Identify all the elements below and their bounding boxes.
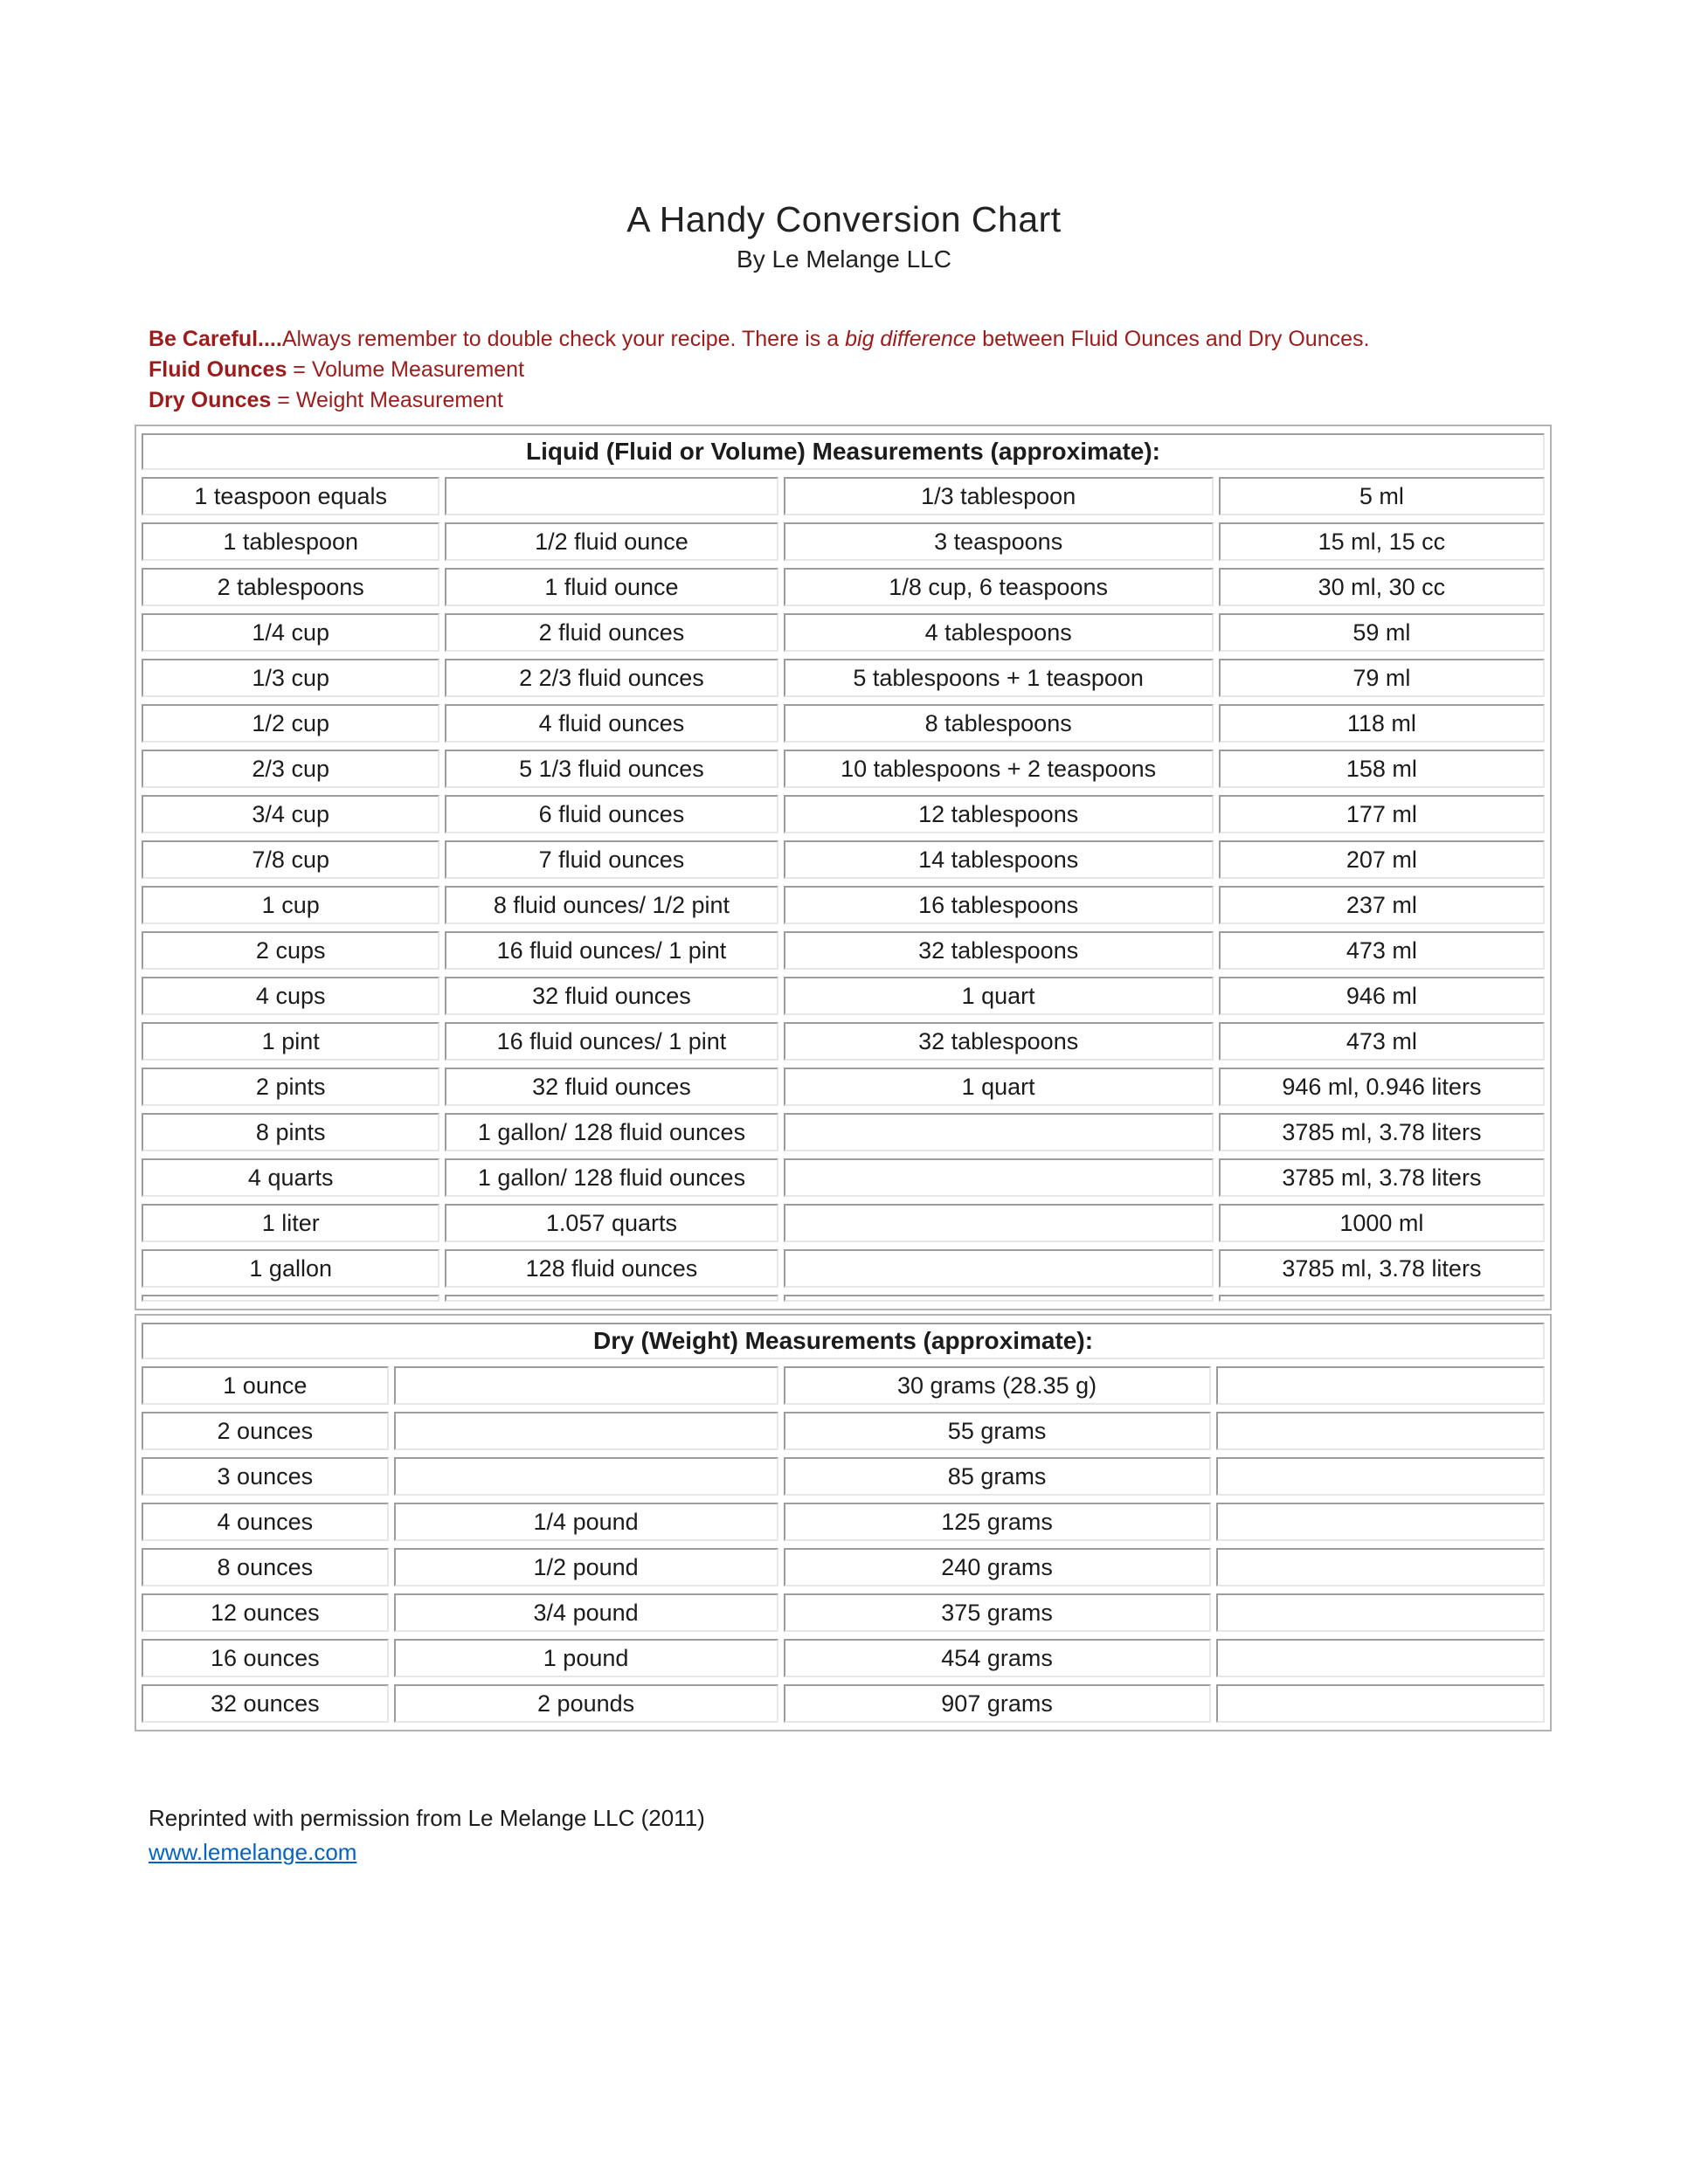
warning-line3-bold: Dry Ounces: [149, 388, 272, 412]
table-cell: 8 pints: [142, 1113, 439, 1151]
table-cell: [784, 1204, 1214, 1242]
table-cell: 1 pound: [394, 1639, 778, 1677]
page-subtitle: By Le Melange LLC: [737, 245, 951, 273]
table-row: [142, 613, 1545, 652]
table-row: [142, 1639, 1545, 1677]
table-row: [142, 1113, 1545, 1151]
spacer-cell: [142, 1295, 439, 1302]
table-cell: 59 ml: [1219, 613, 1545, 652]
warning-line-2: [149, 355, 1688, 385]
liquid-table-header: Liquid (Fluid or Volume) Measurements (approximate):: [142, 433, 1545, 470]
table-cell: 3/4 cup: [142, 795, 439, 833]
table-cell: 10 tablespoons + 2 teaspoons: [784, 750, 1214, 788]
table-cell: 2/3 cup: [142, 750, 439, 788]
table-cell: 32 fluid ounces: [445, 1068, 778, 1106]
table-cell: 2 2/3 fluid ounces: [445, 659, 778, 697]
table-cell: 32 ounces: [142, 1684, 389, 1723]
table-cell: 1/3 tablespoon: [784, 477, 1214, 515]
table-cell: 1 pint: [142, 1022, 439, 1061]
dry-table-header-row: [142, 1323, 1545, 1359]
table-row: [142, 659, 1545, 697]
table-row: [142, 931, 1545, 970]
table-cell: 473 ml: [1219, 931, 1545, 970]
table-cell: [1216, 1548, 1545, 1586]
dry-table-header: Dry (Weight) Measurements (approximate):: [142, 1323, 1545, 1359]
table-cell: 1 tablespoon: [142, 522, 439, 561]
table-cell: 6 fluid ounces: [445, 795, 778, 833]
table-row: [142, 522, 1545, 561]
table-row: [142, 1593, 1545, 1632]
table-cell: 3785 ml, 3.78 liters: [1219, 1249, 1545, 1288]
table-cell: 1 teaspoon equals: [142, 477, 439, 515]
table-cell: 5 ml: [1219, 477, 1545, 515]
table-cell: 1 gallon/ 128 fluid ounces: [445, 1158, 778, 1197]
table-cell: 240 grams: [784, 1548, 1211, 1586]
table-cell: 1/4 cup: [142, 613, 439, 652]
table-row: [142, 1684, 1545, 1723]
warning-line2-bold: Fluid Ounces: [149, 357, 287, 382]
table-cell: 4 cups: [142, 977, 439, 1015]
table-cell: 32 tablespoons: [784, 1022, 1214, 1061]
table-cell: 16 tablespoons: [784, 886, 1214, 924]
table-cell: 177 ml: [1219, 795, 1545, 833]
table-cell: 5 1/3 fluid ounces: [445, 750, 778, 788]
table-row: [142, 477, 1545, 515]
warning-line-1: [149, 324, 1688, 355]
table-cell: 55 grams: [784, 1412, 1211, 1450]
table-row: [142, 1457, 1545, 1496]
warning-line2-text: = Volume Measurement: [287, 357, 525, 382]
table-row: [142, 1158, 1545, 1197]
table-row: [142, 795, 1545, 833]
table-cell: 8 fluid ounces/ 1/2 pint: [445, 886, 778, 924]
spacer-cell: [1219, 1295, 1545, 1302]
table-cell: [1216, 1639, 1545, 1677]
table-cell: 1/3 cup: [142, 659, 439, 697]
table-cell: 2 ounces: [142, 1412, 389, 1450]
table-cell: 1.057 quarts: [445, 1204, 778, 1242]
table-cell: 2 cups: [142, 931, 439, 970]
footer-link[interactable]: www.lemelange.com: [149, 1839, 357, 1865]
table-cell: 7 fluid ounces: [445, 840, 778, 879]
table-cell: 473 ml: [1219, 1022, 1545, 1061]
table-row: [142, 1204, 1545, 1242]
table-cell: 8 tablespoons: [784, 704, 1214, 743]
table-cell: 1 quart: [784, 977, 1214, 1015]
table-cell: 1/4 pound: [394, 1503, 778, 1541]
liquid-measurements-table: [135, 425, 1552, 1310]
spacer-cell: [784, 1295, 1214, 1302]
table-cell: 125 grams: [784, 1503, 1211, 1541]
spacer-cell: [445, 1295, 778, 1302]
table-cell: [1216, 1503, 1545, 1541]
table-cell: 32 tablespoons: [784, 931, 1214, 970]
table-cell: 3 teaspoons: [784, 522, 1214, 561]
table-cell: 4 tablespoons: [784, 613, 1214, 652]
liquid-table-body: [142, 477, 1545, 1288]
table-cell: 1/2 pound: [394, 1548, 778, 1586]
table-cell: 3 ounces: [142, 1457, 389, 1496]
table-row: [142, 840, 1545, 879]
table-row: [142, 1068, 1545, 1106]
table-cell: 375 grams: [784, 1593, 1211, 1632]
table-cell: 946 ml: [1219, 977, 1545, 1015]
warning-line1-text-a: Always remember to double check your recipe. There is a: [281, 327, 846, 351]
table-cell: 12 tablespoons: [784, 795, 1214, 833]
table-cell: 2 tablespoons: [142, 568, 439, 606]
table-cell: 1000 ml: [1219, 1204, 1545, 1242]
table-cell: 2 fluid ounces: [445, 613, 778, 652]
table-cell: 3/4 pound: [394, 1593, 778, 1632]
table-cell: 14 tablespoons: [784, 840, 1214, 879]
table-cell: [1216, 1684, 1545, 1723]
liquid-table-spacer: [142, 1295, 1545, 1302]
liquid-table-header-row: [142, 433, 1545, 470]
table-cell: [394, 1457, 778, 1496]
table-cell: 30 grams (28.35 g): [784, 1366, 1211, 1405]
table-cell: 4 fluid ounces: [445, 704, 778, 743]
table-cell: 158 ml: [1219, 750, 1545, 788]
table-cell: 946 ml, 0.946 liters: [1219, 1068, 1545, 1106]
table-cell: 237 ml: [1219, 886, 1545, 924]
table-cell: [1216, 1366, 1545, 1405]
table-cell: 4 quarts: [142, 1158, 439, 1197]
table-row: [142, 977, 1545, 1015]
table-cell: 1/2 cup: [142, 704, 439, 743]
table-cell: 1 liter: [142, 1204, 439, 1242]
warning-line3-text: = Weight Measurement: [271, 388, 503, 412]
table-cell: [784, 1113, 1214, 1151]
table-cell: 5 tablespoons + 1 teaspoon: [784, 659, 1214, 697]
spacer-row: [142, 1295, 1545, 1302]
table-cell: 3785 ml, 3.78 liters: [1219, 1113, 1545, 1151]
table-cell: 2 pounds: [394, 1684, 778, 1723]
table-row: [142, 1548, 1545, 1586]
table-cell: 454 grams: [784, 1639, 1211, 1677]
table-row: [142, 1249, 1545, 1288]
warning-line-3: [149, 385, 1688, 416]
table-cell: [394, 1412, 778, 1450]
table-cell: 8 ounces: [142, 1548, 389, 1586]
table-cell: [1216, 1593, 1545, 1632]
table-row: [142, 1503, 1545, 1541]
warning-line1-bold: Be Careful....: [149, 327, 282, 351]
table-cell: 118 ml: [1219, 704, 1545, 743]
table-cell: 1 ounce: [142, 1366, 389, 1405]
table-cell: 907 grams: [784, 1684, 1211, 1723]
table-cell: 12 ounces: [142, 1593, 389, 1632]
table-cell: 1 fluid ounce: [445, 568, 778, 606]
footer-credit: Reprinted with permission from Le Melange LLC (2011): [149, 1805, 705, 1831]
table-cell: 1 quart: [784, 1068, 1214, 1106]
table-cell: [1216, 1457, 1545, 1496]
warning-block: [149, 324, 1688, 416]
table-row: [142, 704, 1545, 743]
table-row: [142, 568, 1545, 606]
table-cell: 16 ounces: [142, 1639, 389, 1677]
warning-line1-text-b: between Fluid Ounces and Dry Ounces.: [976, 327, 1370, 351]
table-cell: 1 gallon: [142, 1249, 439, 1288]
table-cell: 15 ml, 15 cc: [1219, 522, 1545, 561]
table-cell: 3785 ml, 3.78 liters: [1219, 1158, 1545, 1197]
table-row: [142, 1366, 1545, 1405]
table-cell: 1 cup: [142, 886, 439, 924]
table-cell: 16 fluid ounces/ 1 pint: [445, 931, 778, 970]
footer: [149, 1805, 1688, 1866]
table-cell: 1/2 fluid ounce: [445, 522, 778, 561]
dry-table-body: [142, 1366, 1545, 1723]
table-cell: 16 fluid ounces/ 1 pint: [445, 1022, 778, 1061]
warning-line1-italic: big difference: [845, 327, 977, 351]
table-cell: [784, 1158, 1214, 1197]
dry-measurements-table: [135, 1314, 1552, 1731]
table-cell: 32 fluid ounces: [445, 977, 778, 1015]
table-cell: [445, 477, 778, 515]
table-cell: 4 ounces: [142, 1503, 389, 1541]
table-cell: 2 pints: [142, 1068, 439, 1106]
table-cell: 128 fluid ounces: [445, 1249, 778, 1288]
table-cell: 1/8 cup, 6 teaspoons: [784, 568, 1214, 606]
table-row: [142, 750, 1545, 788]
table-row: [142, 1412, 1545, 1450]
page-title: A Handy Conversion Chart: [626, 199, 1062, 239]
table-row: [142, 1022, 1545, 1061]
table-row: [142, 886, 1545, 924]
table-cell: 79 ml: [1219, 659, 1545, 697]
table-cell: [1216, 1412, 1545, 1450]
table-cell: 1 gallon/ 128 fluid ounces: [445, 1113, 778, 1151]
table-cell: 207 ml: [1219, 840, 1545, 879]
table-cell: 30 ml, 30 cc: [1219, 568, 1545, 606]
table-cell: 85 grams: [784, 1457, 1211, 1496]
table-cell: [784, 1249, 1214, 1288]
table-cell: 7/8 cup: [142, 840, 439, 879]
table-cell: [394, 1366, 778, 1405]
